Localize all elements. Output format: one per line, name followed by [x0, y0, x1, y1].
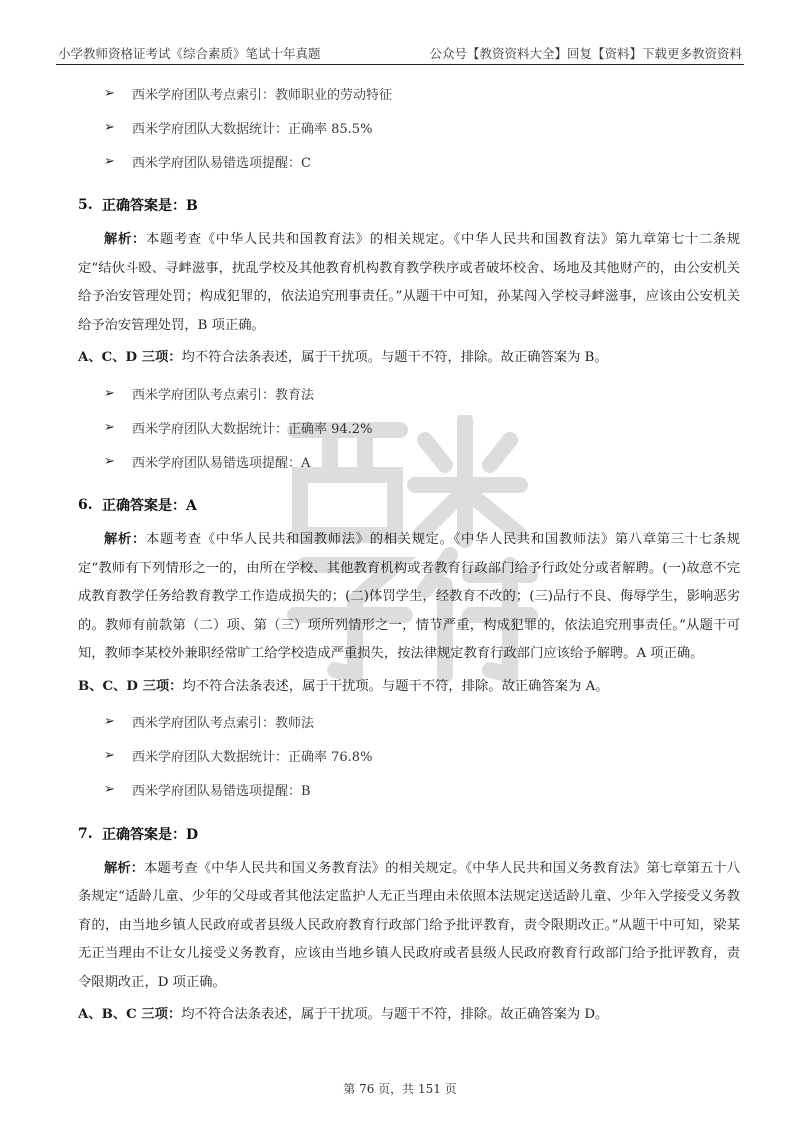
page-footer: 第 76 页，共 151 页 [343, 1082, 457, 1096]
options-text: 均不符合法条表述，属于干扰项。与题干不符，排除。故正确答案为 D。 [181, 1007, 609, 1022]
bullet-item [78, 376, 740, 410]
analysis-text: 本题考查《中华人民共和国义务教育法》的相关规定。《中华人民共和国义务教育法》第七章第五十八条规定“适龄儿童、少年的父母或者其他法定监护人无正当理由未依照本法规定送适龄儿童、少年入学接受义务教育的，由当地乡镇人民政府或者县级人民政府教育行政部门给予批评教育，责令限期改正。”从题干中可知，梁某无正当理由不让女儿接受义务教育，应该由当地乡镇人民政府或者县级人民政府教育行政部门给予批评教育，责令限期改正，D 项正确。 [78, 860, 740, 990]
analysis-paragraph [78, 226, 740, 340]
answer-heading [78, 813, 740, 855]
options-text: 均不符合法条表述，属于干扰项。与题干不符，排除。故正确答案为 B。 [181, 350, 608, 365]
options-label: A、C、D 三项： [78, 350, 182, 365]
bullet-item [78, 76, 740, 110]
arrow-bullet-icon: ➢ [104, 85, 115, 101]
correct-answer: 正确答案是：B [102, 198, 198, 214]
page-header [56, 40, 744, 65]
question-number: 5. [78, 197, 93, 213]
header-title: 小学教师资格证考试《综合素质》笔试十年真题 [58, 46, 321, 61]
analysis-paragraph [78, 526, 740, 669]
question-number: 7. [78, 825, 93, 842]
arrow-bullet-icon: ➢ [104, 153, 115, 169]
arrow-bullet-icon: ➢ [104, 119, 115, 135]
options-text: 均不符合法条表述，属于干扰项。与题干不符，排除。故正确答案为 A。 [182, 678, 609, 694]
bullet-text: 西米学府团队大数据统计：正确率 94.2% [132, 421, 373, 437]
analysis-label: 解析： [104, 532, 146, 547]
bullet-text: 西米学府团队易错选项提醒：C [132, 155, 311, 171]
arrow-bullet-icon: ➢ [104, 748, 115, 763]
analysis-paragraph [78, 855, 740, 998]
arrow-bullet-icon: ➢ [104, 419, 115, 435]
analysis-label: 解析： [104, 232, 146, 247]
correct-answer: 正确答案是：D [102, 826, 199, 843]
bullet-item [78, 110, 740, 144]
page-content [78, 76, 740, 1033]
bullet-text: 西米学府团队易错选项提醒：B [132, 784, 311, 799]
correct-answer: 正确答案是：A [102, 498, 197, 514]
bullet-text: 西米学府团队考点索引：教育法 [132, 387, 315, 403]
header-promo: 公众号【教资资料大全】回复【资料】下载更多教资资料 [429, 46, 742, 61]
bullet-text: 西米学府团队大数据统计：正确率 85.5% [132, 121, 373, 137]
answer-heading [78, 184, 740, 226]
arrow-bullet-icon: ➢ [104, 782, 115, 797]
analysis-text: 本题考查《中华人民共和国教师法》的相关规定。《中华人民共和国教师法》第八章第三十七条规定“教师有下列情形之一的，由所在学校、其他教育机构或者教育行政部门给予行政处分或者解聘。(一)故意不完成教育教学任务给教育教学工作造成损失的；(二)体罚学生，经教育不改的；(三)品行不良、侮辱学生，影响恶劣的。教师有前款第（二）项、第（三）项所列情形之一，情节严重，构成犯罪的，依法追究刑事责任。”从题干可知，教师李某校外兼职经常旷工给学校造成严重损失，按法律规定教育行政部门应该给予解聘。A 项正确。 [78, 532, 741, 661]
question-block [78, 184, 740, 478]
bullet-text: 西米学府团队易错选项提醒：A [132, 455, 311, 471]
bullet-text: 西米学府团队大数据统计：正确率 76.8% [132, 750, 373, 765]
arrow-bullet-icon: ➢ [104, 714, 115, 729]
bullet-item [78, 444, 740, 478]
bullet-item [78, 773, 740, 807]
bullet-text: 西米学府团队考点索引：教师职业的劳动特征 [132, 87, 393, 103]
question-list [78, 184, 740, 1033]
arrow-bullet-icon: ➢ [104, 453, 115, 469]
answer-heading [78, 484, 740, 526]
bullet-item [78, 705, 740, 739]
arrow-bullet-icon: ➢ [104, 385, 115, 401]
bullet-text: 西米学府团队考点索引：教师法 [132, 716, 315, 731]
question-block [78, 484, 740, 807]
bullet-item [78, 144, 740, 178]
analysis-label: 解析： [104, 860, 145, 876]
options-explanation [78, 669, 740, 705]
options-label: A、B、C 三项： [78, 1007, 182, 1022]
bullet-item [78, 739, 740, 773]
analysis-text: 本题考查《中华人民共和国教育法》的相关规定。《中华人民共和国教育法》第九章第七十二条规定“结伙斗殴、寻衅滋事，扰乱学校及其他教育机构教育教学秩序或者破坏校舍、场地及其他财产的，由公安机关给予治安管理处罚；构成犯罪的，依法追究刑事责任。”从题干中可知，孙某闯入学校寻衅滋事，应该由公安机关给予治安管理处罚，B 项正确。 [78, 232, 741, 333]
options-label: B、C、D 三项： [78, 678, 183, 694]
question-number: 6. [78, 497, 93, 513]
options-explanation [78, 340, 740, 376]
bullet-item [78, 410, 740, 444]
options-explanation [78, 997, 740, 1033]
top-bullet-list [78, 76, 740, 178]
question-block [78, 813, 740, 1034]
